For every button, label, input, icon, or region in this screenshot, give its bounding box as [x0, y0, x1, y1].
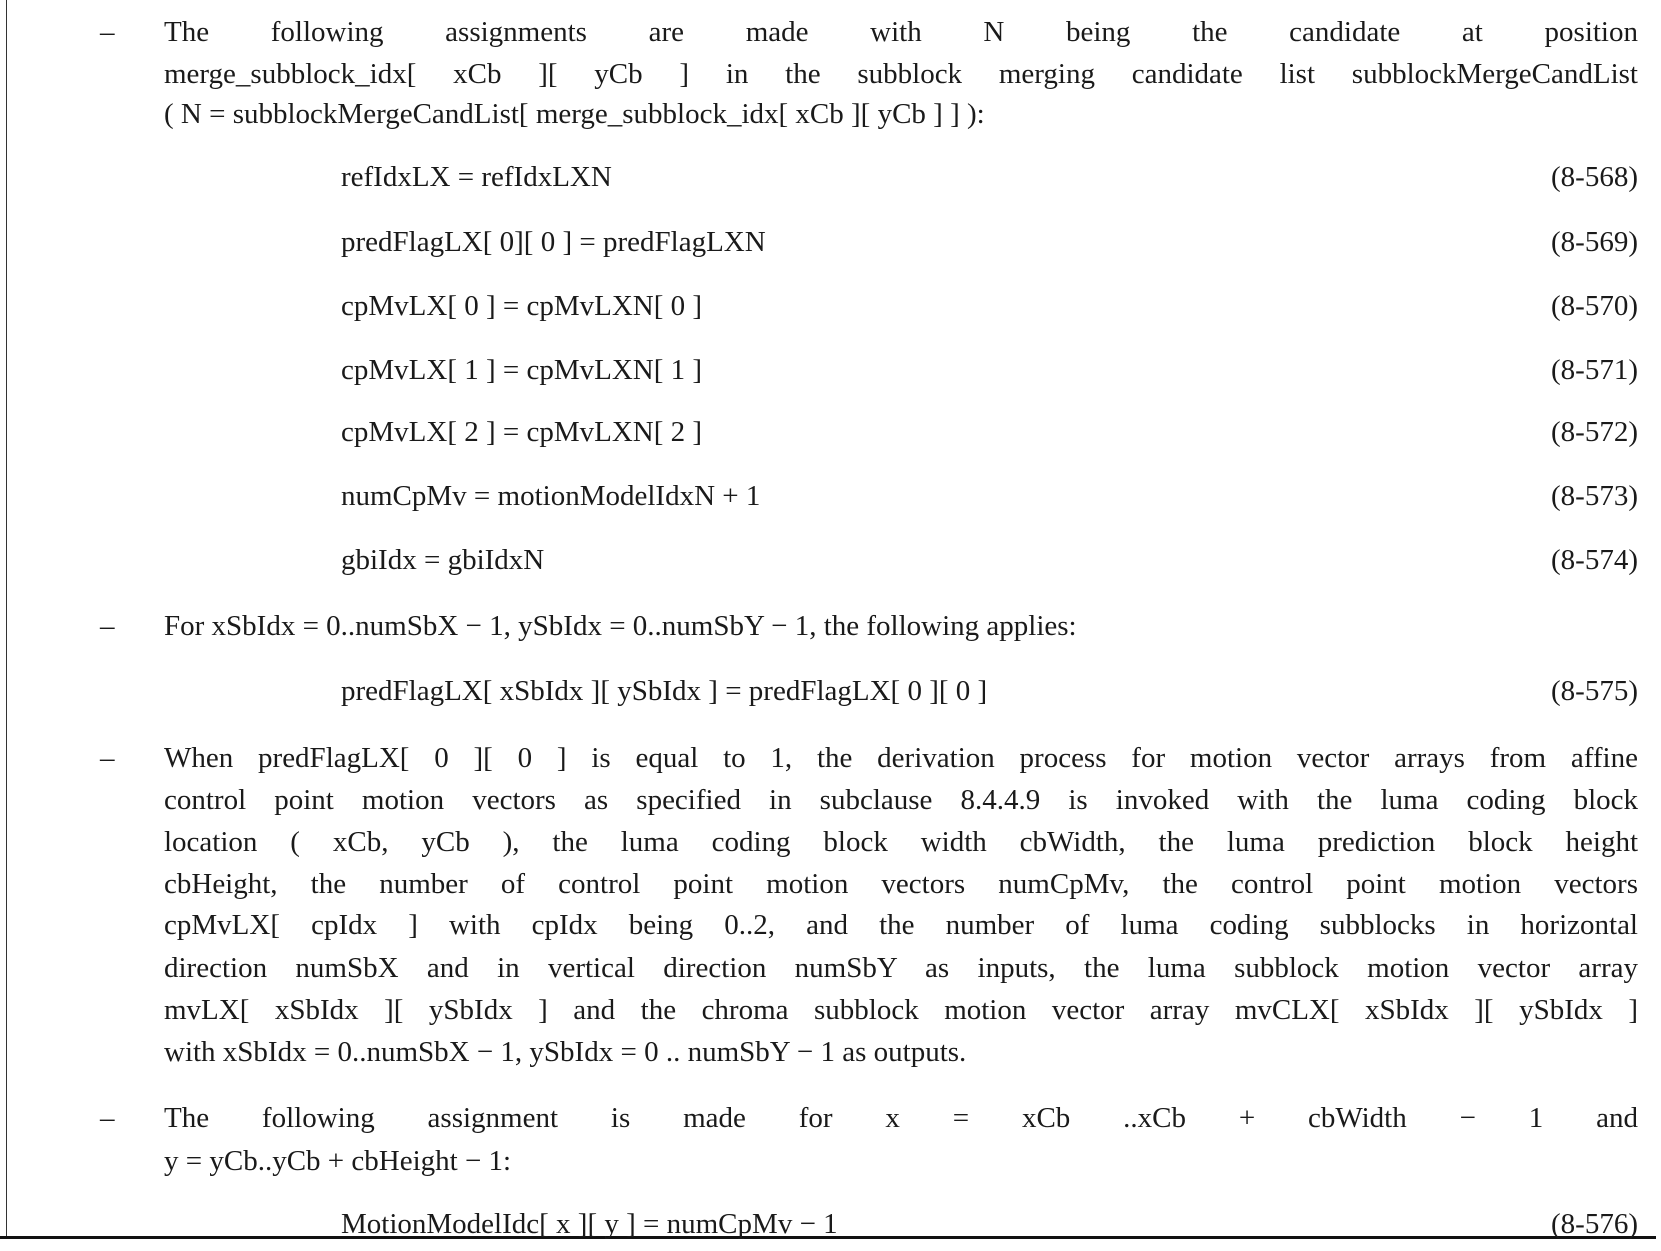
equation-number: (8-576): [1551, 1207, 1638, 1241]
equation: numCpMv = motionModelIdxN + 1: [341, 479, 760, 513]
paragraph-line: ( N = subblockMergeCandList[ merge_subblock_idx[ xCb ][ yCb ] ] ):: [164, 97, 1638, 131]
equation-number: (8-574): [1551, 543, 1638, 577]
equation: refIdxLX = refIdxLXN: [341, 160, 612, 194]
bullet-dash: –: [100, 15, 115, 49]
paragraph-line: When predFlagLX[ 0 ][ 0 ] is equal to 1, the derivation process for motion vector arrays from affine: [164, 741, 1638, 775]
equation: MotionModelIdc[ x ][ y ] = numCpMv − 1: [341, 1207, 838, 1241]
equation: predFlagLX[ 0][ 0 ] = predFlagLXN: [341, 225, 766, 259]
paragraph-line: cpMvLX[ cpIdx ] with cpIdx being 0..2, and the number of luma coding subblocks in horizontal: [164, 908, 1638, 942]
equation-number: (8-570): [1551, 289, 1638, 323]
paragraph-line: control point motion vectors as specified in subclause 8.4.4.9 is invoked with the luma coding block: [164, 783, 1638, 817]
paragraph-line: cbHeight, the number of control point motion vectors numCpMv, the control point motion vectors: [164, 867, 1638, 901]
bullet-dash: –: [100, 741, 115, 775]
frame-left-border: [6, 0, 7, 1238]
paragraph-line: direction numSbX and in vertical direction numSbY as inputs, the luma subblock motion vector array: [164, 951, 1638, 985]
paragraph-line: with xSbIdx = 0..numSbX − 1, ySbIdx = 0 .. numSbY − 1 as outputs.: [164, 1035, 1638, 1069]
paragraph-line: The following assignment is made for x = xCb ..xCb + cbWidth − 1 and: [164, 1101, 1638, 1135]
equation-number: (8-572): [1551, 415, 1638, 449]
equation: cpMvLX[ 2 ] = cpMvLXN[ 2 ]: [341, 415, 702, 449]
equation: gbiIdx = gbiIdxN: [341, 543, 544, 577]
paragraph-line: For xSbIdx = 0..numSbX − 1, ySbIdx = 0..numSbY − 1, the following applies:: [164, 609, 1638, 643]
equation-number: (8-571): [1551, 353, 1638, 387]
paragraph-line: The following assignments are made with N being the candidate at position: [164, 15, 1638, 49]
equation: predFlagLX[ xSbIdx ][ ySbIdx ] = predFlagLX[ 0 ][ 0 ]: [341, 674, 987, 708]
paragraph-line: merge_subblock_idx[ xCb ][ yCb ] in the subblock merging candidate list subblockMergeCandList: [164, 57, 1638, 91]
paragraph-line: y = yCb..yCb + cbHeight − 1:: [164, 1144, 1638, 1178]
bullet-dash: –: [100, 609, 115, 643]
paragraph-line: mvLX[ xSbIdx ][ ySbIdx ] and the chroma subblock motion vector array mvCLX[ xSbIdx ][ ySbIdx ]: [164, 993, 1638, 1027]
bullet-dash: –: [100, 1101, 115, 1135]
equation-number: (8-575): [1551, 674, 1638, 708]
equation-number: (8-573): [1551, 479, 1638, 513]
equation: cpMvLX[ 1 ] = cpMvLXN[ 1 ]: [341, 353, 702, 387]
equation-number: (8-569): [1551, 225, 1638, 259]
paragraph-line: location ( xCb, yCb ), the luma coding block width cbWidth, the luma prediction block height: [164, 825, 1638, 859]
equation-number: (8-568): [1551, 160, 1638, 194]
equation: cpMvLX[ 0 ] = cpMvLXN[ 0 ]: [341, 289, 702, 323]
